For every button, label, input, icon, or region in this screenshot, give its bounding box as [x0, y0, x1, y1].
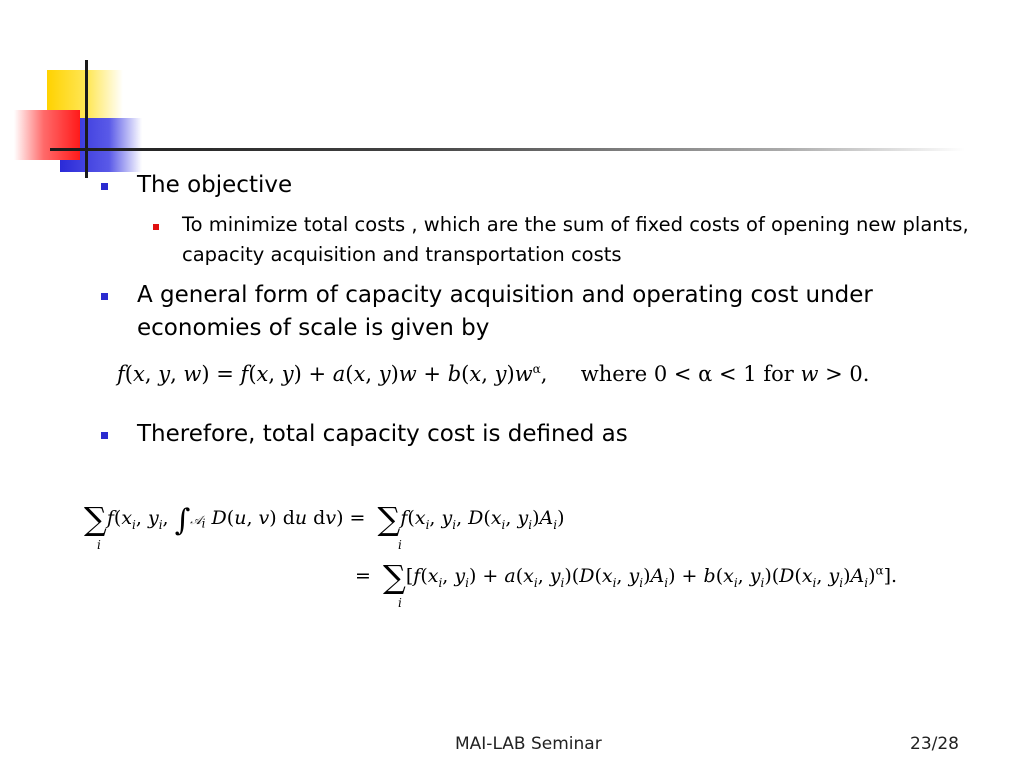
- equation-total-cost-line1: $\sum f(x_i$, $y_i$, ∫𝒜$_i$ D(u, v) du $dv) = \sum f(x_i$, $y_i$, $D(x_i$, $y_i)A_i$): [84, 500, 565, 538]
- sum-index: i: [398, 538, 402, 552]
- bullet-marker: [101, 293, 108, 300]
- sub-bullet-marker: [153, 224, 159, 230]
- decor-vertical-line: [85, 60, 88, 178]
- bullet-marker: [101, 432, 108, 439]
- title-divider-line: [50, 148, 965, 151]
- decor-red-square: [14, 110, 80, 160]
- bullet-total-capacity: Therefore, total capacity cost is defined as: [137, 421, 628, 447]
- sum-index: i: [97, 538, 101, 552]
- equation-total-cost-line2: = $\sum[f(x_i$, $y_i) + a(x_i$, $y_i)(D(x_i$, $y_i)A_i) + b(x_i$, $y_i)(D(x_i$, $y_i)A_i)^\alpha$].: [355, 558, 898, 596]
- bullet-objective: The objective: [137, 172, 293, 198]
- bullet-general-form: A general form of capacity acquisition and operating cost under economies of scale is given by: [137, 282, 873, 341]
- equation-cost-function: f(x, y, w) = f(x, y) + a(x, y)w + b(x, $y)w^\alpha$, where 0 < α < 1 for w > 0.: [117, 362, 870, 386]
- sub-bullet-minimize-costs: To minimize total costs , which are the sum of fixed costs of opening new plants, capacity acquisition and transportation costs: [182, 213, 969, 266]
- sum-index: i: [398, 596, 402, 610]
- slide-page-number: 23/28: [910, 734, 959, 754]
- bullet-marker: [101, 183, 108, 190]
- footer-seminar-label: MAI-LAB Seminar: [455, 734, 602, 754]
